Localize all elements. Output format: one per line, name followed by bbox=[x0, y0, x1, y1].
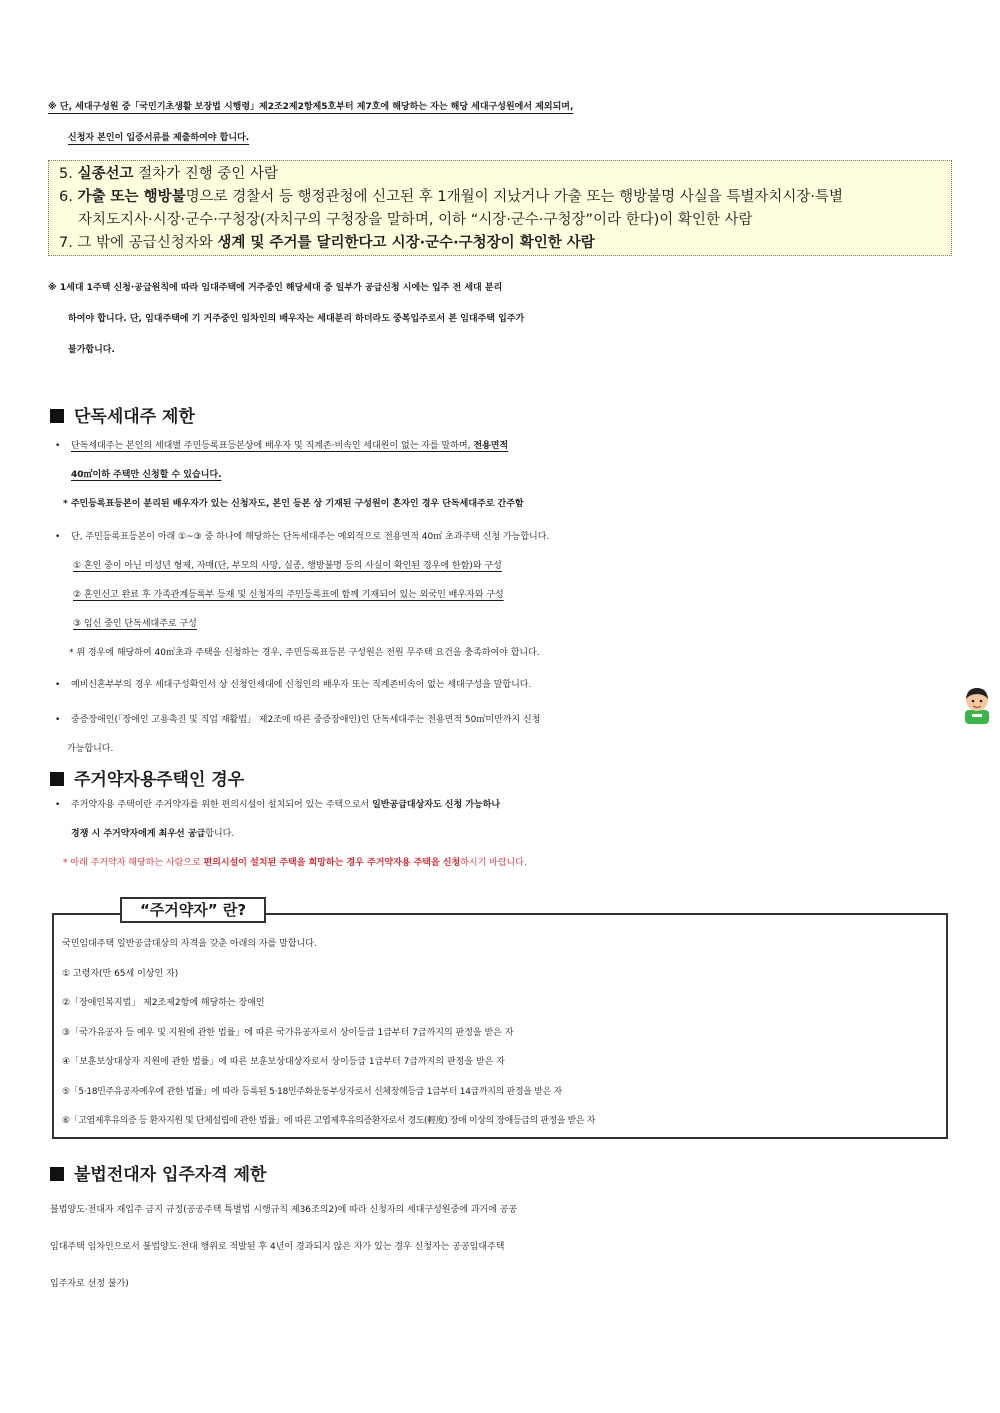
bullet-dot-icon: • bbox=[55, 680, 61, 690]
bullet-dot-icon: • bbox=[55, 532, 61, 542]
note-line: ※ 단, 세대구성원 중「국민기초생활 보장법 시행령」제2조2제2항제5호부터 제7호에 해당하는 자는 해당 세대구성원에서 제외되며, bbox=[48, 102, 574, 112]
box-tag: “주거약자” 란? bbox=[120, 897, 266, 923]
bullet-item: • 단독세대주는 본인의 세대별 주민등록표등본상에 배우자 및 직계존·비속인 세대원이 없는 자를 말하며, 전용면적 bbox=[55, 432, 955, 461]
definition-item: ②「장애인복지법」 제2조제2항에 해당하는 장애인 bbox=[62, 998, 265, 1008]
single-householder-exceptions bbox=[55, 523, 955, 668]
paragraph-line: 임대주택 임차인으로서 불법양도·전대 행위로 적발된 후 4년이 경과되지 않은 자가 있는 경우 신청자는 공공임대주택 bbox=[50, 1242, 505, 1252]
vulnerable-housing-rules bbox=[55, 791, 955, 878]
square-bullet-icon bbox=[50, 1167, 64, 1181]
section-heading-single-householder: 단독세대주 제한 bbox=[50, 402, 195, 427]
severe-disability-rule bbox=[55, 706, 955, 764]
star-note: * 주민등록표등본이 분리된 배우자가 있는 신청자도, 본인 등본 상 기재된 구성원이 혼자인 경우 단독세대주로 간주함 bbox=[63, 499, 524, 509]
star-note: * 위 경우에 해당하여 40㎡초과 주택을 신청하는 경우, 주민등록표등본 구성원은 전원 무주택 요건을 충족하여야 합니다. bbox=[69, 648, 540, 658]
bullet-item-cont: 40㎡이하 주택만 신청할 수 있습니다. bbox=[71, 470, 222, 480]
note-line: 불가합니다. bbox=[68, 345, 115, 355]
prospective-newlywed-rule bbox=[55, 671, 955, 700]
vulnerable-definition-list bbox=[62, 930, 942, 1137]
definition-item: ⑤「5·18민주유공자예우에 관한 법률」에 따라 등록된 5·18민주화운동부상자로서 신체장해등급 1급부터 14급까지의 판정을 받은 자 bbox=[62, 1086, 562, 1097]
bullet-item: • 단, 주민등록표등본이 아래 ①~③ 중 하나에 해당하는 단독세대주는 예외적으로 전용면적 40㎡ 초과주택 신청 가능합니다. bbox=[55, 523, 955, 552]
square-bullet-icon bbox=[50, 772, 64, 786]
avatar-icon[interactable] bbox=[962, 686, 992, 724]
criteria-item-6: 6. 가출 또는 행방불명으로 경찰서 등 행정관청에 신고된 후 1개월이 지났거나 가출 또는 행방불명 사실을 특별자치시장·특별 bbox=[59, 189, 844, 205]
bullet-dot-icon: • bbox=[55, 800, 61, 810]
bullet-item-cont: 경쟁 시 주거약자에게 최우선 공급합니다. bbox=[71, 829, 235, 839]
household-exclusion-note bbox=[48, 92, 953, 154]
square-bullet-icon bbox=[50, 409, 64, 423]
red-notice: * 아래 주거약자 해당하는 사람으로 편의시설이 설치된 주택을 희망하는 경우 주거약자용 주택을 신청하시기 바랍니다. bbox=[63, 858, 527, 868]
note-line: 하여야 합니다. 단, 임대주택에 기 거주중인 임차인의 배우자는 세대분리 하더라도 중복입주로서 본 임대주택 입주가 bbox=[68, 314, 525, 324]
bullet-dot-icon: • bbox=[55, 715, 61, 725]
criteria-item-6-cont: 자치도지사·시장·군수·구청장(자치구의 구청장을 말하며, 이하 “시장·군수·구청장”이라 한다)이 확인한 사람 bbox=[78, 212, 753, 228]
note-line: 신청자 본인이 입증서류를 제출하여야 합니다. bbox=[68, 133, 250, 143]
exception-item: ① 혼인 중이 아닌 미성년 형제, 자매(단, 부모의 사망, 실종, 행방불명 등의 사실이 확인된 경우에 한함)와 구성 bbox=[73, 561, 502, 571]
note-line: ※ 1세대 1주택 신청·공급원칙에 따라 임대주택에 거주중인 해당세대 중 일부가 공급신청 시에는 입주 전 세대 분리 bbox=[48, 283, 503, 293]
exception-item: ② 혼인신고 완료 후 가족관계등록부 등재 및 신청자의 주민등록표에 함께 기재되어 있는 외국인 배우자와 구성 bbox=[73, 590, 504, 600]
definition-item: ⑥「고엽제후유의증 등 환자지원 및 단체설립에 관한 법률」에 따른 고엽제후유의증환자로서 경도(輕度) 장애 이상의 장애등급의 판정을 받은 자 bbox=[62, 1116, 595, 1126]
definition-item: ④「보훈보상대상자 지원에 관한 법률」에 따른 보훈보상대상자로서 상이등급 1급부터 7급까지의 판정을 받은 자 bbox=[62, 1057, 505, 1067]
paragraph-line: 입주자로 선정 불가) bbox=[50, 1279, 129, 1289]
exclusion-criteria-box bbox=[48, 160, 952, 256]
bullet-item: • 주거약자용 주택이란 주거약자를 위한 편의시설이 설치되어 있는 주택으로서 일반공급대상자도 신청 가능하나 bbox=[55, 791, 955, 820]
bullet-item-cont: 가능합니다. bbox=[67, 744, 114, 754]
definition-intro: 국민임대주택 일반공급대상의 자격을 갖춘 아래의 자를 말합니다. bbox=[62, 939, 317, 949]
section-heading-illegal-sublease: 불법전대자 입주자격 제한 bbox=[50, 1160, 266, 1185]
bullet-dot-icon: • bbox=[55, 441, 61, 451]
definition-item: ③「국가유공자 등 예우 및 지원에 관한 법률」에 따른 국가유공자로서 상이등급 1급부터 7급까지의 판정을 받은 자 bbox=[62, 1027, 514, 1038]
exception-item: ③ 임신 중인 단독세대주로 구성 bbox=[73, 619, 197, 629]
bullet-item: • 중증장애인(「장애인 고용촉진 및 직업 재활법」 제2조에 따른 중증장애인)인 단독세대주는 전용면적 50㎡미만까지 신청 bbox=[55, 706, 955, 735]
criteria-item-7: 7. 그 밖에 공급신청자와 생계 및 주거를 달리한다고 시장·군수·구청장이 확인한 사람 bbox=[59, 235, 595, 251]
section-heading-vulnerable-housing: 주거약자용주택인 경우 bbox=[50, 765, 244, 790]
paragraph-line: 불법양도·전대자 재입주 금지 규정(공공주택 특별법 시행규칙 제36조의2)에 따라 신청자의 세대구성원중에 과거에 공공 bbox=[50, 1205, 518, 1215]
bullet-item: • 예비신혼부부의 경우 세대구성확인서 상 신청인세대에 신청인의 배우자 또는 직계존비속이 없는 세대구성을 말합니다. bbox=[55, 671, 955, 700]
criteria-item-5: 5. 실종선고 절차가 진행 중인 사람 bbox=[59, 166, 278, 182]
illegal-sublease-text bbox=[50, 1192, 955, 1303]
one-house-principle-note bbox=[48, 273, 953, 366]
definition-item: ① 고령자(만 65세 이상인 자) bbox=[62, 968, 179, 979]
single-householder-rules bbox=[55, 432, 955, 519]
